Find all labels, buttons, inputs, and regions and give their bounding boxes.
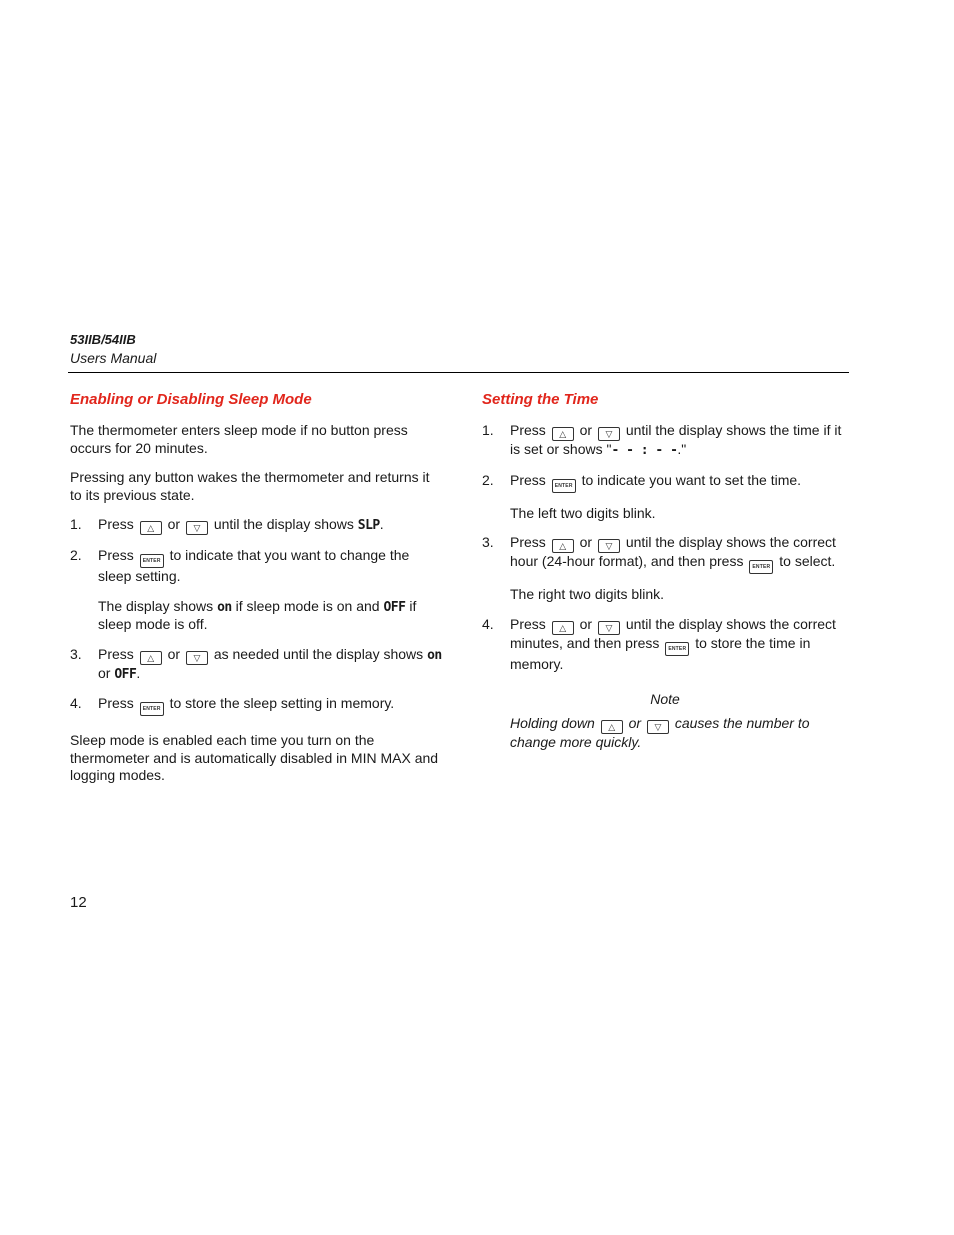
step-number: 4. <box>70 695 82 711</box>
right-column <box>482 390 848 751</box>
step-number: 3. <box>70 645 82 662</box>
paragraph: Sleep mode is enabled each time you turn on the thermometer and is automatically disabled in MIN MAX and logging modes. <box>70 732 439 783</box>
down-arrow-key-icon: ▽ <box>186 651 208 665</box>
down-arrow-key-icon: ▽ <box>598 427 620 441</box>
list-item: 2. Press ENTER to indicate you want to set the time. <box>482 472 848 493</box>
step-number: 1. <box>482 422 494 438</box>
enter-key-icon: ENTER <box>665 642 689 656</box>
sub-paragraph: The right two digits blink. <box>510 586 665 602</box>
step-number: 3. <box>482 534 494 550</box>
list-item: 4. Press △ or ▽ until the display shows the correct minutes, and then press ENTER to store the time in memory. <box>482 615 836 672</box>
enter-key-icon: ENTER <box>140 554 164 568</box>
lcd-on: on <box>217 599 232 615</box>
header-model: 53IIB/54IIB <box>70 332 136 347</box>
lcd-off: OFF <box>114 666 137 682</box>
sub-paragraph: The left two digits blink. <box>510 504 656 521</box>
lcd-off: OFF <box>383 599 406 615</box>
page-number: 12 <box>70 894 87 911</box>
sub-paragraph: The display shows on if sleep mode is on and OFF if sleep mode is off. <box>98 597 417 632</box>
step-number: 1. <box>70 516 82 532</box>
up-arrow-key-icon: △ <box>140 651 162 665</box>
list-item: 3. Press △ or ▽ as needed until the display shows on or OFF. <box>70 645 442 682</box>
lcd-slp: SLP <box>357 518 380 533</box>
up-arrow-key-icon: △ <box>552 427 574 441</box>
paragraph: The thermometer enters sleep mode if no button press occurs for 20 minutes. <box>70 422 408 456</box>
section-title-setting-time: Setting the Time <box>482 391 599 408</box>
lcd-on: on <box>427 647 442 663</box>
left-column <box>70 390 442 797</box>
enter-key-icon: ENTER <box>140 702 164 716</box>
lcd-time-dashes: - - : - - <box>611 443 678 458</box>
step-number: 2. <box>70 547 82 563</box>
list-item: 2. Press ENTER to indicate that you want to change the sleep setting. <box>70 547 410 584</box>
up-arrow-key-icon: △ <box>552 621 574 635</box>
down-arrow-key-icon: ▽ <box>598 539 620 553</box>
step-number: 4. <box>482 615 494 632</box>
down-arrow-key-icon: ▽ <box>598 621 620 635</box>
step-number: 2. <box>482 471 494 488</box>
list-item: 4. Press ENTER to store the sleep setting in memory. <box>70 695 442 716</box>
up-arrow-key-icon: △ <box>552 539 574 553</box>
enter-key-icon: ENTER <box>552 479 576 493</box>
down-arrow-key-icon: ▽ <box>186 521 208 535</box>
paragraph: Pressing any button wakes the thermometer and returns it to its previous state. <box>70 469 430 503</box>
note-title: Note <box>650 691 680 707</box>
up-arrow-key-icon: △ <box>601 720 623 734</box>
up-arrow-key-icon: △ <box>140 521 162 535</box>
header-rule <box>68 372 849 373</box>
note-body: Holding down △ or ▽ causes the number to change more quickly. <box>510 714 810 750</box>
enter-key-icon: ENTER <box>749 560 773 574</box>
list-item: 3. Press △ or ▽ until the display shows the correct hour (24-hour format), and then press ENTER to select. <box>482 534 848 574</box>
list-item: 1. Press △ or ▽ until the display shows the time if it is set or shows "- - : - -." <box>482 422 842 458</box>
section-title-sleep-mode: Enabling or Disabling Sleep Mode <box>70 391 312 408</box>
header-manual: Users Manual <box>70 350 157 366</box>
down-arrow-key-icon: ▽ <box>647 720 669 734</box>
list-item: 1. Press △ or ▽ until the display shows SLP. <box>70 516 384 533</box>
